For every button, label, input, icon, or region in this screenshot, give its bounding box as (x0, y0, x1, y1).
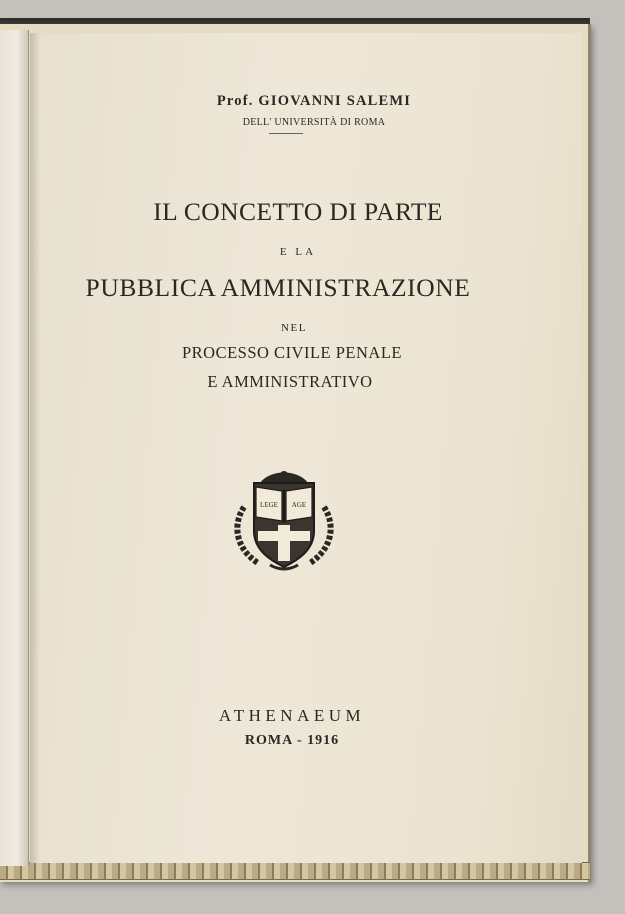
decorative-bottom-band (0, 862, 590, 880)
emblem-right-text: AGE (291, 501, 307, 509)
subtitle-line-2: E AMMINISTRATIVO (207, 372, 373, 391)
title-line-2: PUBBLICA AMMINISTRAZIONE (85, 273, 471, 302)
subtitle-line-1: PROCESSO CIVILE PENALE (181, 343, 402, 362)
author-name: Prof. GIOVANNI SALEMI (216, 93, 412, 109)
title-line-1: IL CONCETTO DI PARTE (153, 197, 443, 226)
publisher-emblem-icon (230, 467, 338, 571)
publication-place-year: ROMA - 1916 (244, 733, 340, 748)
emblem-left-text: LEGE (260, 501, 278, 509)
title-connector: E LA (279, 246, 317, 258)
title-page (30, 33, 582, 863)
title-preposition: NEL (281, 322, 307, 334)
publisher-name: ATHENAEUM (218, 706, 366, 725)
author-affiliation: DELL' UNIVERSITÀ DI ROMA (242, 117, 386, 128)
divider-rule (269, 133, 303, 134)
